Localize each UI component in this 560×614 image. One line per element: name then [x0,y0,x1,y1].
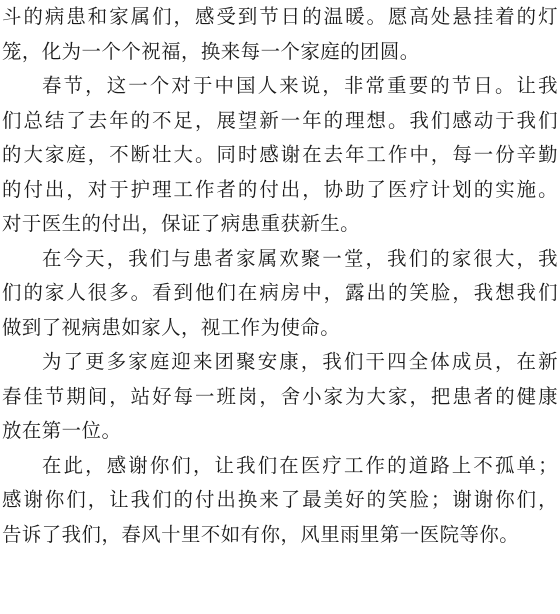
text-line-1: 斗的病患和家属们，感受到节日的温暖。愿高处悬挂着的灯 [2,5,558,28]
text-line-7: 对于医生的付出，保证了病患重获新生。 [2,212,361,235]
text-line-10: 做到了视病患如家人，视工作为使命。 [2,315,341,339]
text-line-15: 感谢你们，让我们的付出换来了最美好的笑脸；谢谢你们， [2,488,558,511]
text-line-12: 春佳节期间，站好每一班岗，舍小家为大家，把患者的健康 [2,384,558,408]
text-line-16: 告诉了我们，春风十里不如有你，风里雨里第一医院等你。 [2,522,520,546]
text-line-5: 的大家庭，不断壮大。同时感谢在去年工作中，每一份辛勤 [2,143,558,166]
text-line-13: 放在第一位。 [2,419,122,442]
document-body [2,0,558,552]
text-line-9: 们的家人很多。看到他们在病房中，露出的笑脸，我想我们 [2,281,558,304]
text-line-8: 在今天，我们与患者家属欢聚一堂，我们的家很大，我 [42,246,558,270]
text-line-14: 在此，感谢你们，让我们在医疗工作的道路上不孤单； [42,453,558,477]
text-line-11: 为了更多家庭迎来团聚安康，我们干四全体成员，在新 [42,350,558,373]
text-line-3: 春节，这一个对于中国人来说，非常重要的节日。让我 [42,74,558,97]
text-line-6: 的付出，对于护理工作者的付出，协助了医疗计划的实施。 [2,177,558,201]
text-line-4: 们总结了去年的不足，展望新一年的理想。我们感动于我们 [2,108,558,132]
text-line-2: 笼，化为一个个祝福，换来每一个家庭的团圆。 [2,39,420,63]
